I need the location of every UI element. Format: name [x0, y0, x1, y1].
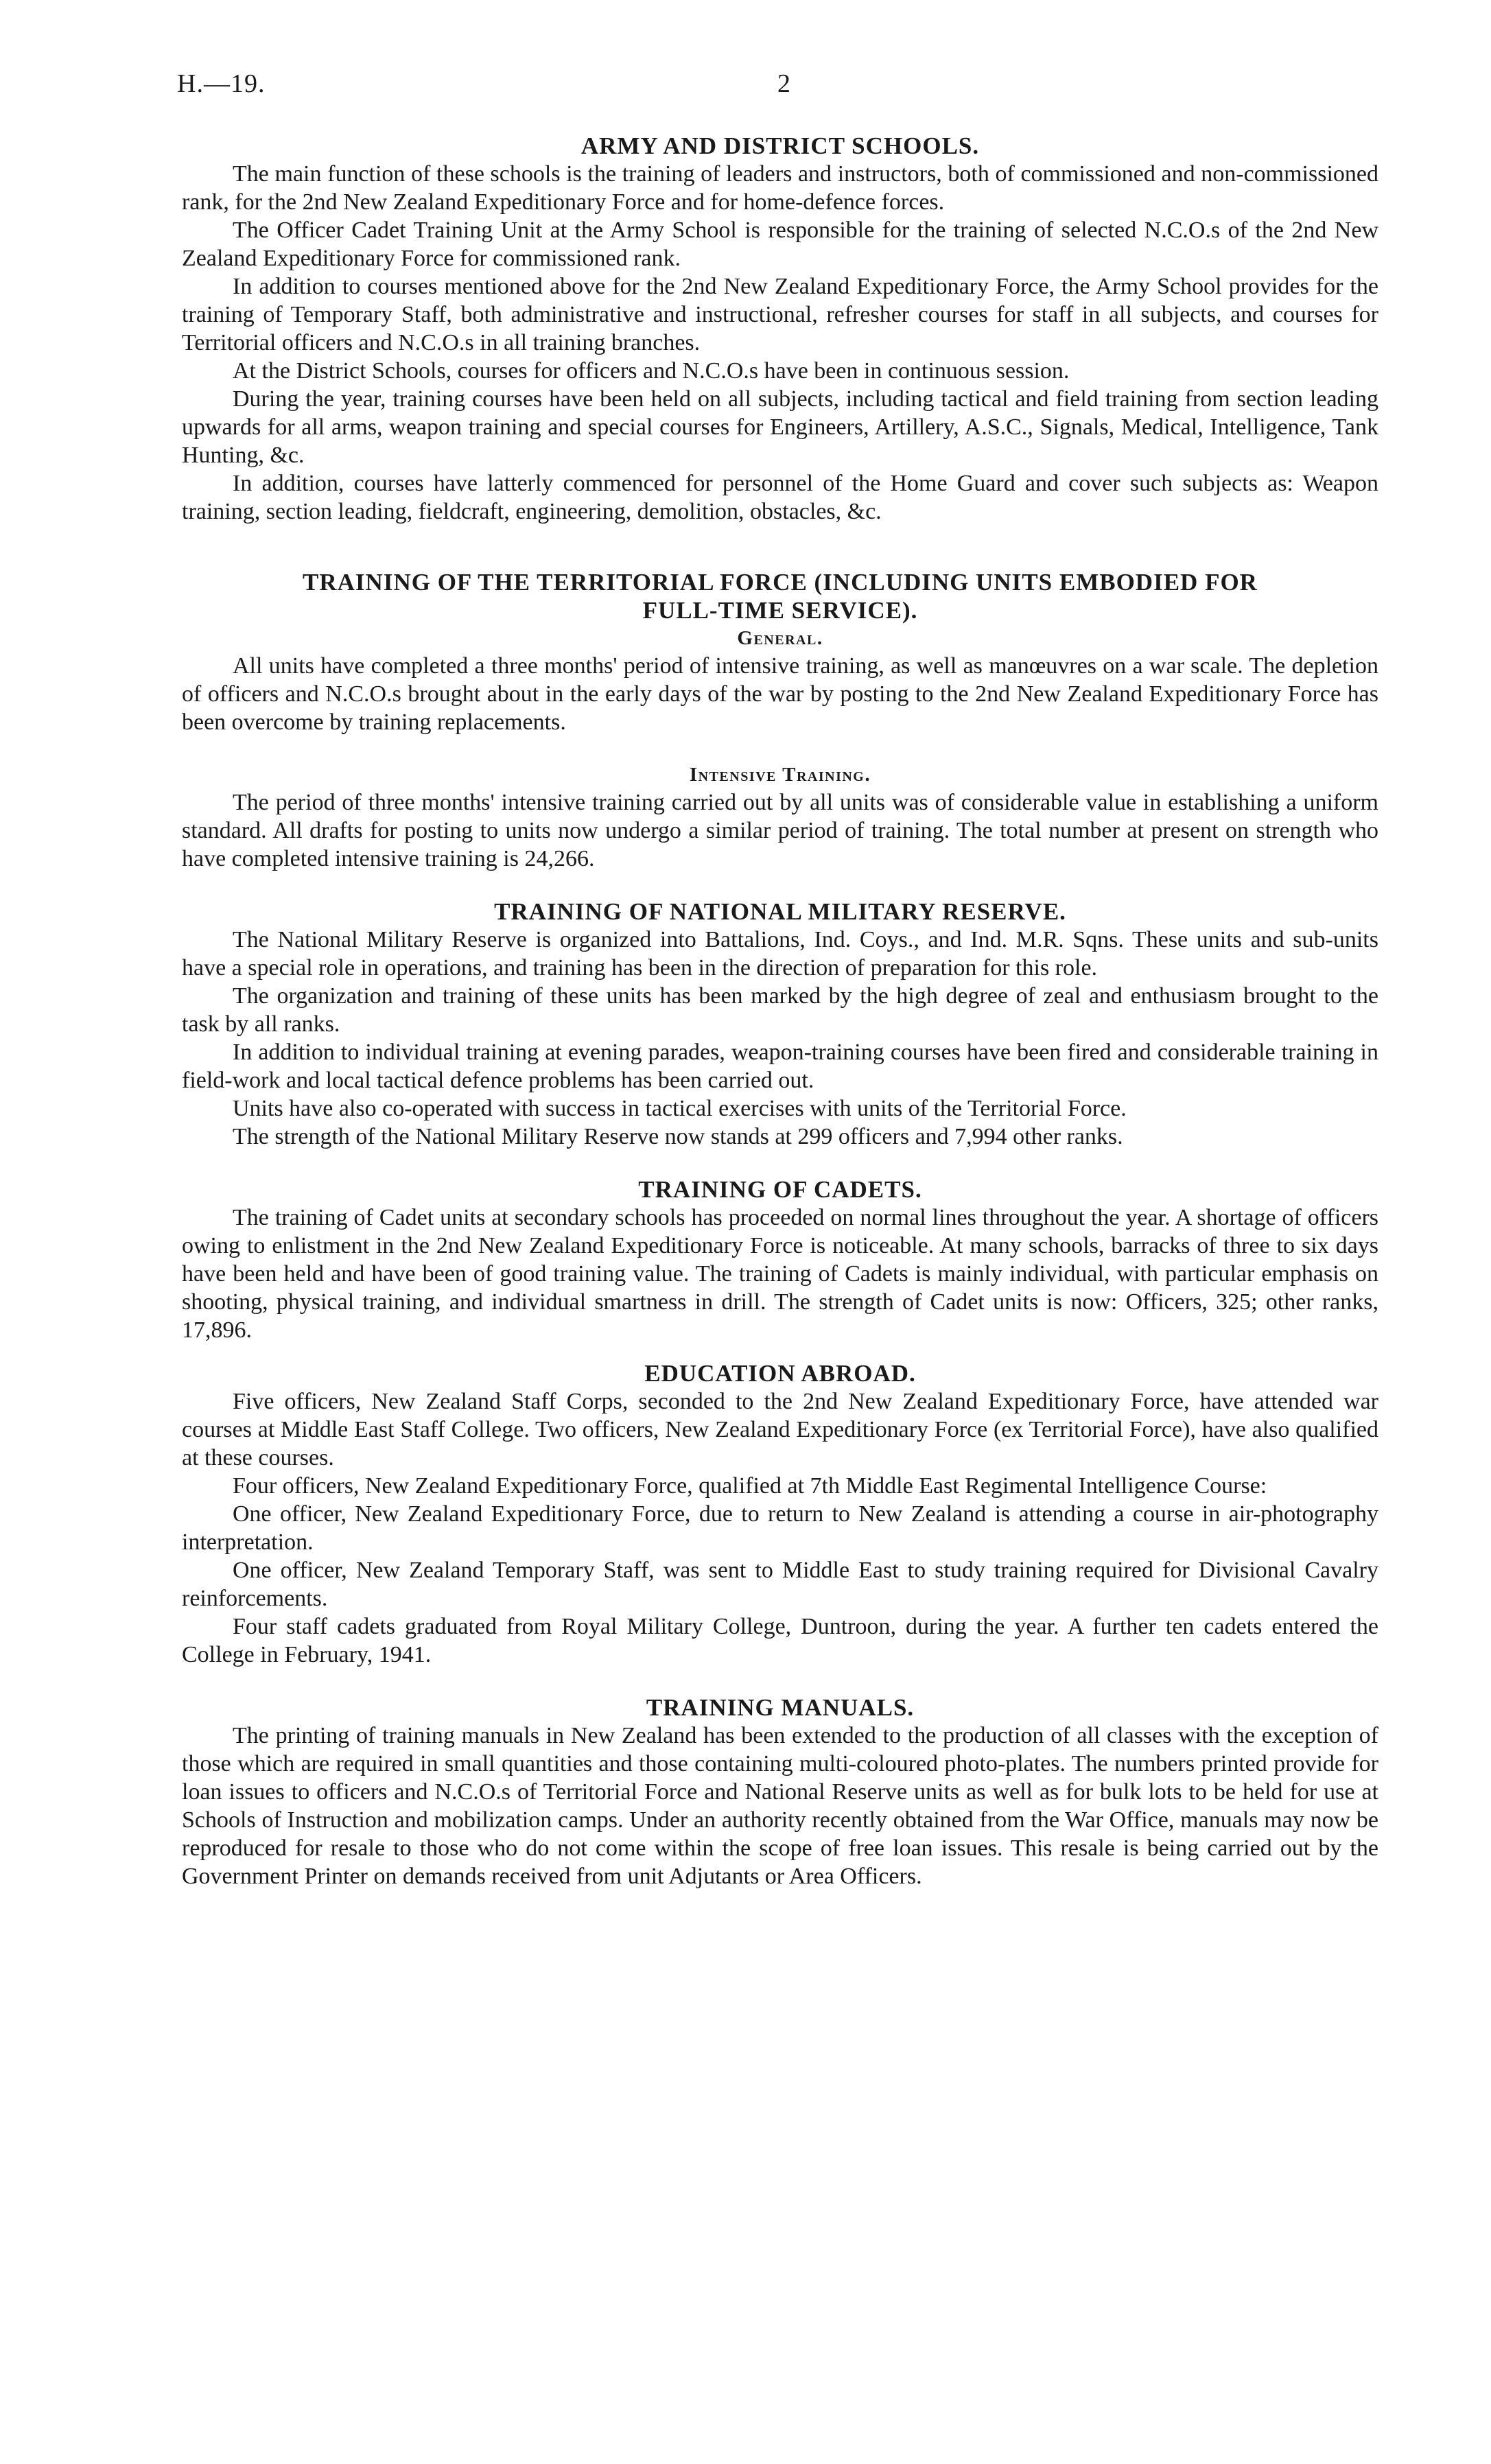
paragraph: Five officers, New Zealand Staff Corps, seconded to the 2nd New Zealand Expeditionary Force, have attended war courses at Middle East Staff College. Two officers, New Zealand Expeditionary Force (ex Territorial Force), have also qualified at these courses.	[182, 1389, 1378, 1470]
page-number: 2	[777, 69, 790, 98]
paragraph: Four staff cadets graduated from Royal Military College, Duntroon, during the year. A further ten cadets entered the College in February, 1941.	[182, 1614, 1378, 1667]
paragraph: Units have also co-operated with success in tactical exercises with units of the Territorial Force.	[233, 1096, 1127, 1121]
paragraph: The printing of training manuals in New Zealand has been extended to the production of all classes with the exception of those which are required in small quantities and those containing multi-coloured photo-plates. The numbers printed provide for loan issues to officers and N.C.O.s of Territorial Force and National Reserve units as well as for bulk lots to be held for use at Schools of Instruction and mobilization camps. Under an authority recently obtained from the War Office, manuals may now be reproduced for resale to those who do not come within the scope of free loan issues. This resale is being carried out by the Government Printer on demands received from unit Adjutants or Area Officers.	[182, 1723, 1378, 1889]
paragraph: In addition, courses have latterly commenced for personnel of the Home Guard and cover such subjects as: Weapon training, section leading, fieldcraft, engineering, demolition, obstacles, &c.	[182, 471, 1378, 524]
subsection-heading-intensive-training: Intensive Training.	[689, 764, 871, 786]
paragraph: In addition to courses mentioned above for the 2nd New Zealand Expeditionary Force, the Army School provides for the training of Temporary Staff, both administrative and instructional, refresher courses for staff in all subjects, and courses for Territorial officers and N.C.O.s in all training branches.	[182, 274, 1378, 355]
page-header	[0, 69, 1491, 110]
paragraph: Four officers, New Zealand Expeditionary Force, qualified at 7th Middle East Regimental Intelligence Course:	[233, 1473, 1267, 1499]
section-national-military-reserve	[182, 897, 1378, 1151]
subsection-heading-general: General.	[737, 627, 823, 649]
paragraph: At the District Schools, courses for officers and N.C.O.s have been in continuous session.	[233, 358, 1070, 384]
paragraph: During the year, training courses have been held on all subjects, including tactical and field training from section leading upwards for all arms, weapon training and special courses for Engineers, Artillery, A.S.C., Signals, Medical, Intelligence, Tank Hunting, &c.	[182, 386, 1378, 468]
paragraph: In addition to individual training at evening parades, weapon-training courses have been fired and considerable training in field-work and local tactical defence problems has been carried out.	[182, 1040, 1378, 1093]
paragraph: The Officer Cadet Training Unit at the Army School is responsible for the training of selected N.C.O.s of the 2nd New Zealand Expeditionary Force for commissioned rank.	[182, 218, 1378, 271]
section-territorial-force	[182, 568, 1378, 873]
section-title	[182, 568, 1378, 624]
paragraph: All units have completed a three months' period of intensive training, as well as manœuvres on a war scale. The depletion of officers and N.C.O.s brought about in the early days of the war by posting to the 2nd New Zealand Expeditionary Force has been overcome by training replacements.	[182, 653, 1378, 735]
section-title-line: TRAINING OF THE TERRITORIAL FORCE (INCLUDING UNITS EMBODIED FOR	[303, 569, 1258, 596]
paragraph: The main function of these schools is the training of leaders and instructors, both of commissioned and non-commissioned rank, for the 2nd New Zealand Expeditionary Force and for home-defence forces.	[182, 161, 1378, 215]
section-training-manuals	[182, 1693, 1378, 1890]
section-title: TRAINING OF CADETS.	[638, 1176, 922, 1203]
paragraph: One officer, New Zealand Temporary Staff, was sent to Middle East to study training required for Divisional Cavalry reinforcements.	[182, 1558, 1378, 1611]
section-title: TRAINING MANUALS.	[646, 1694, 915, 1721]
section-education-abroad	[182, 1359, 1378, 1669]
paragraph: One officer, New Zealand Expeditionary Force, due to return to New Zealand is attending a course in air-photography interpretation.	[182, 1501, 1378, 1555]
document-reference: H.—19.	[177, 69, 266, 98]
paragraph: The National Military Reserve is organized into Battalions, Ind. Coys., and Ind. M.R. Sqns. These units and sub-units have a special role in operations, and training has been in the direction of preparation for this role.	[182, 927, 1378, 981]
section-training-of-cadets	[182, 1175, 1378, 1344]
paragraph: The organization and training of these units has been marked by the high degree of zeal and enthusiasm brought to the task by all ranks.	[182, 983, 1378, 1037]
section-title: TRAINING OF NATIONAL MILITARY RESERVE.	[494, 898, 1066, 925]
paragraph: The period of three months' intensive training carried out by all units was of considerable value in establishing a uniform standard. All drafts for posting to units now undergo a similar period of training. The total number at present on strength who have completed intensive training is 24,266.	[182, 790, 1378, 871]
section-army-district-schools	[182, 132, 1378, 526]
paragraph: The strength of the National Military Reserve now stands at 299 officers and 7,994 other ranks.	[233, 1124, 1123, 1149]
section-title-line: FULL-TIME SERVICE).	[642, 597, 918, 624]
page-content	[182, 132, 1378, 1890]
section-title: EDUCATION ABROAD.	[644, 1360, 916, 1387]
section-title: ARMY AND DISTRICT SCHOOLS.	[580, 132, 980, 159]
paragraph: The training of Cadet units at secondary schools has proceeded on normal lines throughout the year. A shortage of officers owing to enlistment in the 2nd New Zealand Expeditionary Force is noticeable. At many schools, barracks of three to six days have been held and have been of good training value. The training of Cadets is mainly individual, with particular emphasis on shooting, physical training, and individual smartness in drill. The strength of Cadet units is now: Officers, 325; other ranks, 17,896.	[182, 1205, 1378, 1343]
